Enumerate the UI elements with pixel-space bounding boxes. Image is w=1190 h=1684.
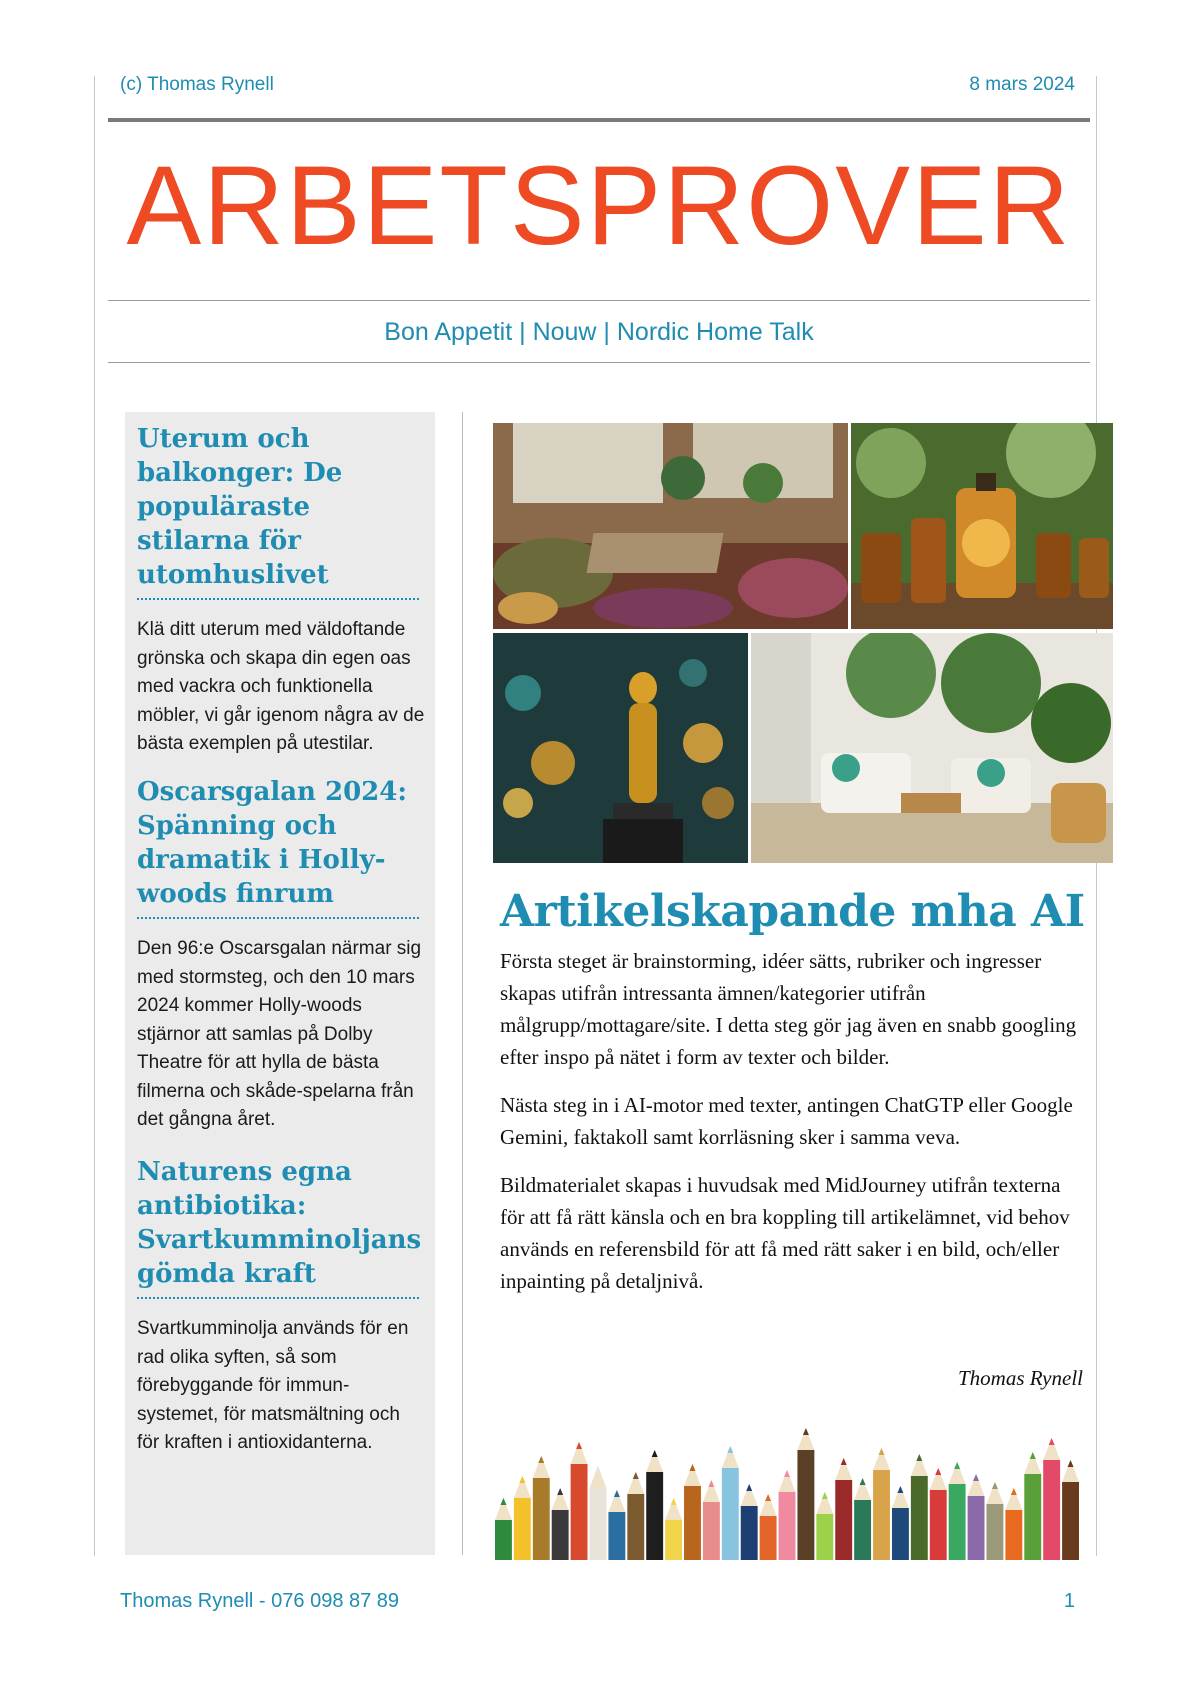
sidebar-article-body: Den 96:e Oscarsgalan närmar sig med stormsteg, och den 10 mars 2024 kommer Holly-woods stjärnor att samlas på Dolby Theatre för att hylla de bästa filmerna och skåde-spelarna från det gångna året. (137, 938, 422, 1130)
column-divider (462, 412, 463, 1555)
pencil (533, 1456, 550, 1560)
pencil (646, 1450, 663, 1560)
pencil (911, 1454, 928, 1560)
pencil (552, 1488, 569, 1560)
pencil (930, 1468, 947, 1560)
pencil (627, 1472, 644, 1560)
pencil (986, 1482, 1003, 1560)
subtitle: Bon Appetit | Nouw | Nordic Home Talk (384, 318, 814, 346)
subtitle-rule-bottom (108, 362, 1090, 363)
subtitle-rule-top (108, 300, 1090, 301)
main-paragraph: Första steget är brainstorming, idéer sätts, rubriker och ingresser skapas utifrån intressanta ämnen/kategorier utifrån målgrupp/mottagare/site. I detta steg gör jag även en snabb googling efter inspo på nätet i form av texter och bilder. (500, 949, 1077, 1069)
sidebar-article-body: Svartkumminolja används för en rad olika syften, så som förebyggande för immun-systemet, för matsmältning och för kraften i antioxidanterna. (137, 1318, 409, 1453)
colored-pencils-illustration (494, 1412, 1080, 1560)
conservatory-furniture-photo (751, 633, 1113, 863)
dotted-divider (137, 1297, 419, 1301)
copyright-text: (c) Thomas Rynell (120, 74, 274, 95)
page-rule-left (94, 76, 95, 1556)
pencil (495, 1498, 512, 1560)
pencil (873, 1448, 890, 1560)
boho-living-room-photo (493, 423, 848, 629)
pencil (854, 1478, 871, 1560)
pencil (1043, 1438, 1060, 1560)
main-article-body (500, 945, 1090, 1313)
dotted-divider (137, 917, 419, 921)
pencil (1024, 1452, 1041, 1560)
sidebar-article-heading: Uterum och balkonger: De populäraste stilarna för utomhuslivet (137, 424, 343, 590)
pencil (968, 1474, 985, 1560)
oscar-statuette-photo (493, 633, 748, 863)
top-divider (108, 118, 1090, 122)
pencil (1062, 1460, 1079, 1560)
sidebar-article (137, 422, 427, 759)
pencil (816, 1492, 833, 1560)
date-text: 8 mars 2024 (969, 74, 1075, 95)
pencil (741, 1484, 758, 1560)
dotted-divider (137, 598, 419, 602)
pencil (760, 1494, 777, 1560)
pencil (665, 1498, 682, 1560)
pencil (835, 1458, 852, 1560)
pencil (949, 1462, 966, 1560)
pencil (590, 1466, 607, 1560)
main-paragraph: Bildmaterialet skapas i huvudsak med MidJourney utifrån texterna för att få rätt känsla och en bra koppling till artikelämnet, vid behov används en referensbild för att få med rätt saker i en bild, och/eller inpainting på detaljnivå. (500, 1173, 1070, 1293)
photo-collage (493, 423, 1108, 863)
sidebar-article-body: Klä ditt uterum med väldoftande grönska och skapa din egen oas med vackra och funktionella möbler, vi går igenom några av de bästa exemplen på utestilar. (137, 619, 425, 754)
sidebar-article-heading: Oscarsgalan 2024: Spänning och dramatik i Holly-woods finrum (137, 777, 407, 909)
pencil (722, 1446, 739, 1560)
amber-oil-bottles-photo (851, 423, 1113, 629)
pencil (1005, 1488, 1022, 1560)
sidebar-article (137, 775, 427, 1135)
pencil (779, 1470, 796, 1560)
pencil (684, 1464, 701, 1560)
pencil (703, 1480, 720, 1560)
sidebar-article (137, 1155, 427, 1458)
pencil (797, 1428, 814, 1560)
page-title: ARBETSPROVER (126, 143, 1072, 268)
signature: Thomas Rynell (957, 1366, 1083, 1390)
pencil (892, 1486, 909, 1560)
footer-contact: Thomas Rynell - 076 098 87 89 (120, 1590, 400, 1612)
pencil (571, 1442, 588, 1560)
page-number: 1 (1063, 1590, 1075, 1612)
main-paragraph: Nästa steg in i AI-motor med texter, antingen ChatGTP eller Google Gemini, faktakoll samt korrläsning sker i samma veva. (500, 1093, 1073, 1149)
pencil (608, 1490, 625, 1560)
main-article-heading: Artikelskapande mha AI (500, 886, 1085, 937)
pencil (514, 1476, 531, 1560)
sidebar-article-heading: Naturens egna antibiotika: Svartkumminoljans gömda kraft (137, 1157, 422, 1289)
